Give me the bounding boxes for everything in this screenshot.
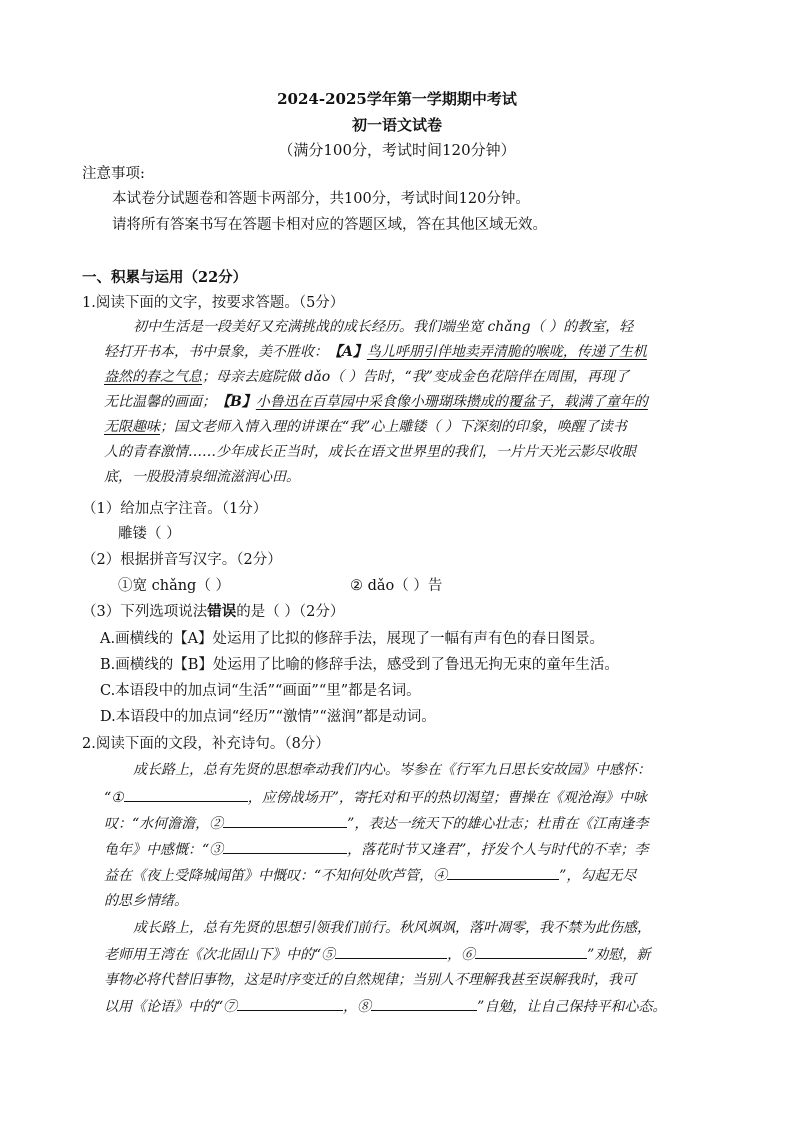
q1-option-c: C.本语段中的加点词“生活”“画面”“里”都是名词。 [100, 683, 421, 699]
q2-blank-8[interactable] [371, 996, 477, 1011]
q2-text: ，应傍战场开”，寄托对和平的热切渴望；曹操在《观沧海》中咏 [247, 790, 647, 806]
q1-underlined-a: 盎然的春之气息 [104, 369, 202, 385]
q2-text: 以用《论语》中的“⑦ [104, 999, 238, 1015]
q1-passage-line: 底，一股股清泉细流滋润心田。 [104, 469, 300, 485]
q1-passage-line [104, 417, 627, 437]
q1-passage-line [104, 367, 629, 387]
exam-note: （满分100分，考试时间120分钟） [278, 141, 516, 159]
q2-passage-line [104, 996, 666, 1017]
q1-underlined-a: 鸟儿呼朋引伴地卖弄清脆的喉咙，传递了生机 [366, 344, 647, 360]
q2-blank-1[interactable] [124, 787, 248, 802]
q1-option-b: B.画横线的【B】处运用了比喻的修辞手法，感受到了鲁迅无拘无束的童年生活。 [100, 657, 619, 673]
q2-blank-7[interactable] [237, 996, 343, 1011]
q2-text: ，落花时节又逢君”，抒发个人与时代的不幸；李 [347, 842, 649, 858]
q1-text: 轻打开书本，书中景象，美不胜收： [104, 344, 328, 360]
q1-passage-line: 人的青春激情……少年成长正当时，成长在语文世界里的我们，一片片天光云影尽收眼 [104, 444, 636, 460]
q1-tag-b: 【B】 [216, 394, 256, 410]
q2-passage-line: 成长路上，总有先贤的思想引领我们前行。秋风飒飒，落叶凋零，我不禁为此伤感， [133, 920, 651, 936]
q1-sub3 [82, 602, 344, 622]
q1-option-d: D.本语段中的加点词“经历”“激情”“滋润”都是动词。 [100, 709, 436, 725]
q1-sub2-answer-1: ①宽 chǎng（ ） [118, 578, 230, 594]
q2-text: 叹：“水何澹澹，② [104, 816, 224, 832]
q1-sub2-answer-2: ② dǎo（ ）告 [350, 578, 443, 594]
q1-sub1-answer: 雕镂（ ） [118, 526, 181, 542]
q2-passage-line [104, 944, 650, 965]
q1-underlined-b: 无限趣味 [104, 419, 160, 435]
q2-blank-3[interactable] [223, 839, 347, 854]
q2-passage-line [104, 865, 636, 886]
q1-passage-line [104, 342, 647, 362]
q2-passage-line [104, 813, 648, 834]
q2-text: ”自勉，让自己保持平和心态。 [477, 999, 667, 1015]
q2-prompt: 2.阅读下面的文段，补充诗句。（8分） [82, 736, 330, 752]
q1-passage-line [104, 392, 648, 412]
q2-passage-line [104, 839, 648, 860]
q2-text: ”，勾起无尽 [559, 868, 637, 884]
exam-subtitle: 初一语文试卷 [351, 116, 442, 134]
q2-text: ”劝慰，新 [587, 947, 651, 963]
q2-text: 龟年》中感慨：“③ [104, 842, 224, 858]
q2-passage-line: 成长路上，总有先贤的思想牵动我们内心。岑参在《行军九日思长安故园》中感怀： [133, 762, 651, 778]
q1-sub2: （2）根据拼音写汉字。（2分） [82, 552, 282, 568]
q1-sub1: （1）给加点字注音。（1分） [82, 501, 268, 517]
q2-passage-line: 的思乡情绪。 [104, 893, 188, 909]
notice-line-2: 请将所有答案书写在答题卡相对应的答题区域，答在其他区域无效。 [112, 217, 547, 233]
q2-passage-line: 事物必将代替旧事物，这是时序变迁的自然规律；当别人不理解我甚至误解我时，我可 [104, 972, 636, 988]
q2-blank-6[interactable] [475, 944, 587, 959]
exam-title: 2024-2025学年第一学期期中考试 [277, 90, 517, 108]
q2-text: ，⑥ [447, 947, 476, 963]
q1-sub3-text: 的是（ ）（2分） [236, 604, 345, 620]
q1-text: 无比温馨的画面； [104, 394, 216, 410]
q2-passage-line [104, 787, 647, 808]
q1-sub3-emphasis: 错误 [207, 603, 237, 620]
q1-underlined-b: 小鲁迅在百草园中采食像小珊瑚珠攒成的覆盆子，载满了童年的 [255, 394, 648, 410]
q2-text: “① [104, 790, 124, 806]
q1-prompt: 1.阅读下面的文字，按要求答题。（5分） [82, 295, 345, 311]
notice-label: 注意事项: [82, 166, 145, 182]
q1-tag-a: 【A】 [328, 344, 367, 360]
q2-blank-4[interactable] [447, 865, 559, 880]
q2-text: 老师用王湾在《次北固山下》中的“⑤ [104, 947, 336, 963]
q2-blank-5[interactable] [335, 944, 447, 959]
q2-blank-2[interactable] [223, 813, 347, 828]
notice-line-1: 本试卷分试题卷和答题卡两部分，共100分，考试时间120分钟。 [112, 191, 530, 207]
q1-sub3-text: （3）下列选项说法 [82, 604, 208, 620]
q2-text: 益在《夜上受降城闻笛》中慨叹：“不知何处吹芦管，④ [104, 868, 448, 884]
q2-text: ，⑧ [343, 999, 372, 1015]
q2-text: ”，表达一统天下的雄心壮志；杜甫在《江南逢李 [347, 816, 649, 832]
q1-option-a: A.画横线的【A】处运用了比拟的修辞手法，展现了一幅有声有色的春日图景。 [100, 631, 605, 647]
q1-text: ；母亲去庭院做 dǎo（ ）告时，“我”变成金色花陪伴在周围，再现了 [202, 369, 629, 385]
section1-heading: 一、积累与运用（22分） [82, 269, 248, 286]
q1-passage-line: 初中生活是一段美好又充满挑战的成长经历。我们端坐宽 chǎng（ ）的教室，轻 [133, 319, 634, 335]
q1-text: ；国文老师入情入理的讲课在“我”心上雕镂（ ）下深刻的印象，唤醒了读书 [160, 419, 627, 435]
